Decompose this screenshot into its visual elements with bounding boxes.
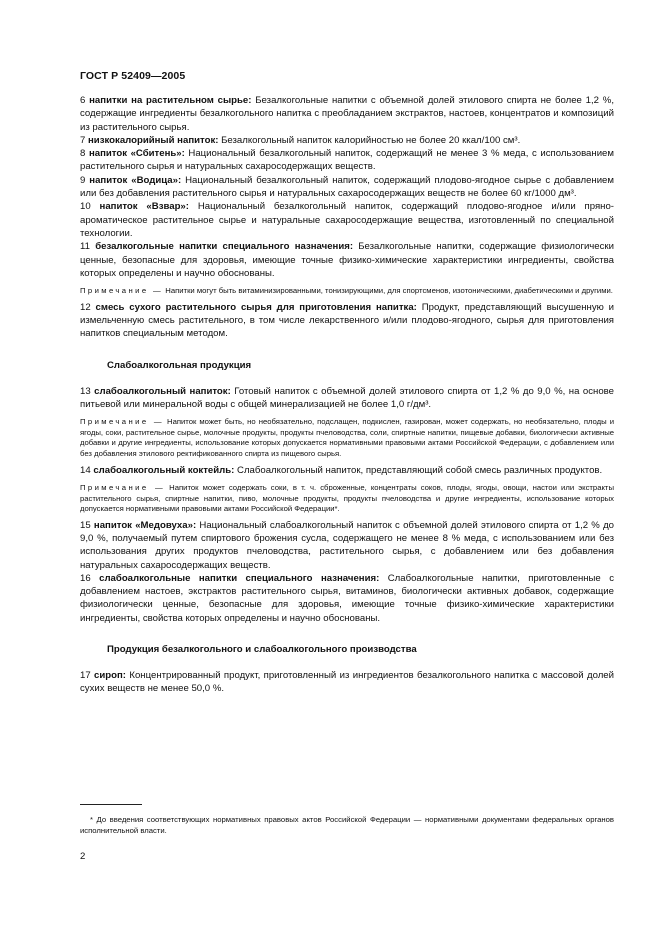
document-header: ГОСТ Р 52409—2005 bbox=[80, 70, 186, 82]
note-text: Напиток может быть, но необязательно, подслащен, подкислен, газирован, может содержать, но необязательно, плоды и ягоды, соки, растительное сырье, молочные продукты, продукты пчеловодства, соли, спиртные напитки, пищевые добавки, биологически активные добавки и другие ингредиенты, использование которых допускается нормативными правовыми актами Российской Федерации, с добавлением или без добавления этилового ректификованного спирта из пищевого сырья. bbox=[80, 417, 614, 459]
entry-10 bbox=[80, 200, 614, 240]
entry-6 bbox=[80, 94, 614, 134]
entry-term: сироп: bbox=[94, 670, 126, 682]
entry-number: 10 bbox=[80, 201, 91, 213]
entry-definition: Национальный безалкогольный напиток, содержащий плодово-ягодное сырье с добавлением или без добавления растительного сырья и натуральных сахаросодержащих веществ не более 60 кг/1000 дм³. bbox=[80, 174, 614, 200]
entry-number: 15 bbox=[80, 519, 91, 531]
note-text: Напитки могут быть витаминизированными, тонизирующими, для спортсменов, изотоническими, диабетическими и другими. bbox=[165, 286, 613, 296]
entry-term: напиток «Взвар»: bbox=[99, 201, 189, 213]
entry-number: 9 bbox=[80, 174, 86, 186]
entry-definition: Национальный слабоалкогольный напиток с объемной долей этилового спирта от 1,2 % до 9,0 %, получаемый путем спиртового брожения сусла, содержащего не менее 8 % меда, с использованием или без использования других продуктов пчеловодства, растительного сырья, с добавлением или без добавления натуральных сахаросодержащих веществ. bbox=[80, 519, 614, 571]
entry-term: напиток «Сбитень»: bbox=[88, 148, 185, 160]
entry-definition: Продукт, представляющий высушенную и измельченную смесь растительного, в том числе лекарственного и/или плодово-ягодного, сырья для приготовления напитков специальным методом. bbox=[80, 301, 615, 340]
entry-number: 16 bbox=[80, 572, 91, 584]
entry-definition: Концентрированный продукт, приготовленный из ингредиентов безалкогольного напитка с массовой долей сухих веществ не менее 50,0 %. bbox=[80, 670, 615, 695]
entry-number: 7 bbox=[80, 134, 86, 146]
entry-definition: Национальный безалкогольный напиток, содержащий не менее 3 % меда, с использованием растительного сырья и натуральных сахаросодержащих веществ. bbox=[80, 148, 614, 173]
entry-definition: Безалкогольные напитки, содержащие физиологически ценные, безопасные для здоровья, имеющие точные физико-химические характеристики ингредиенты, свойства которых определены и научно обоснованы. bbox=[80, 241, 614, 279]
note-label: Примечание — bbox=[80, 482, 166, 492]
entry-term: безалкогольные напитки специального назначения: bbox=[95, 241, 354, 253]
footnote-divider bbox=[80, 804, 142, 805]
entry-number: 17 bbox=[80, 670, 91, 682]
section-heading-low-alcohol: Слабоалкогольная продукция bbox=[107, 359, 252, 371]
note-13 bbox=[80, 417, 614, 459]
entry-11 bbox=[80, 240, 614, 280]
entry-number: 6 bbox=[80, 95, 86, 106]
entry-term: напиток «Водица»: bbox=[89, 174, 182, 186]
section-heading-production: Продукция безалкогольного и слабоалкогольного производства bbox=[107, 644, 417, 656]
entry-8 bbox=[80, 147, 614, 174]
entry-term: слабоалкогольный коктейль: bbox=[93, 464, 235, 476]
entry-13 bbox=[80, 385, 614, 412]
entry-15 bbox=[80, 519, 614, 572]
entry-term: напитки на растительном сырье: bbox=[89, 95, 252, 106]
entry-12 bbox=[80, 301, 614, 341]
entry-number: 13 bbox=[80, 385, 91, 397]
page-number: 2 bbox=[80, 851, 86, 862]
entry-17 bbox=[80, 669, 614, 696]
note-label: Примечание — bbox=[80, 417, 164, 427]
entry-term: смесь сухого растительного сырья для приготовления напитка: bbox=[95, 301, 417, 313]
entry-9 bbox=[80, 174, 614, 201]
entry-number: 14 bbox=[80, 464, 91, 476]
entry-number: 8 bbox=[80, 148, 86, 160]
entry-definition: Национальный безалкогольный напиток, содержащий плодово-ягодное и/или пряно-ароматическое растительное сырье и натуральные сахаросодержащие вещества, изготовленный по специальной технологии. bbox=[80, 201, 614, 239]
entry-14 bbox=[80, 464, 614, 477]
entry-term: слабоалкогольный напиток: bbox=[94, 385, 231, 397]
entry-7 bbox=[80, 134, 614, 147]
note-label: Примечание — bbox=[80, 286, 164, 296]
entry-term: слабоалкогольные напитки специального назначения: bbox=[99, 572, 380, 584]
document-body bbox=[80, 94, 614, 696]
footnote: * До введения соответствующих нормативных правовых актов Российской Федерации — нормативными документами федеральных органов исполнительной власти. bbox=[80, 815, 614, 835]
entry-definition: Готовый напиток с объемной долей этилового спирта от 1,2 % до 9,0 %, на основе питьевой или минеральной воды с общей минерализацией не более 1,0 г/дм³. bbox=[80, 385, 614, 410]
entry-term: напиток «Медовуха»: bbox=[93, 519, 197, 531]
entry-definition: Безалкогольный напиток калорийностью не более 20 ккал/100 см³. bbox=[221, 134, 521, 146]
entry-number: 11 bbox=[80, 241, 90, 253]
entry-number: 12 bbox=[80, 301, 91, 313]
entry-16 bbox=[80, 572, 614, 625]
entry-term: низкокалорийный напиток: bbox=[88, 134, 219, 146]
note-text: Напиток может содержать соки, в т. ч. сброженные, концентраты соков, плоды, ягоды, овощи, настои или экстракты растительного сырья, спиртные напитки, пиво, молочные продукты, продукты пчеловодства и другие ингредиенты, использование которых допускается нормативными правовыми актами Российской Федерации*. bbox=[80, 482, 614, 514]
note-11 bbox=[80, 286, 614, 297]
entry-definition: Слабоалкогольные напитки, приготовленные с добавлением настоев, экстрактов растительного сырья, витаминов, биологически активных добавок, содержащие физиологически ценные, безопасные для здоровья, имеющие точные физико-химические характеристики ингредиенты, свойства которых определены и научно обоснованы. bbox=[80, 572, 615, 624]
note-14 bbox=[80, 483, 614, 515]
entry-definition: Слабоалкогольный напиток, представляющий собой смесь различных продуктов. bbox=[237, 464, 603, 476]
entry-definition: Безалкогольные напитки с объемной долей этилового спирта не более 1,2 %, содержащие ингредиенты безалкогольного напитка с преобладанием экстрактов, настоев, концентратов и композиций из растительного сырья. bbox=[80, 95, 614, 133]
